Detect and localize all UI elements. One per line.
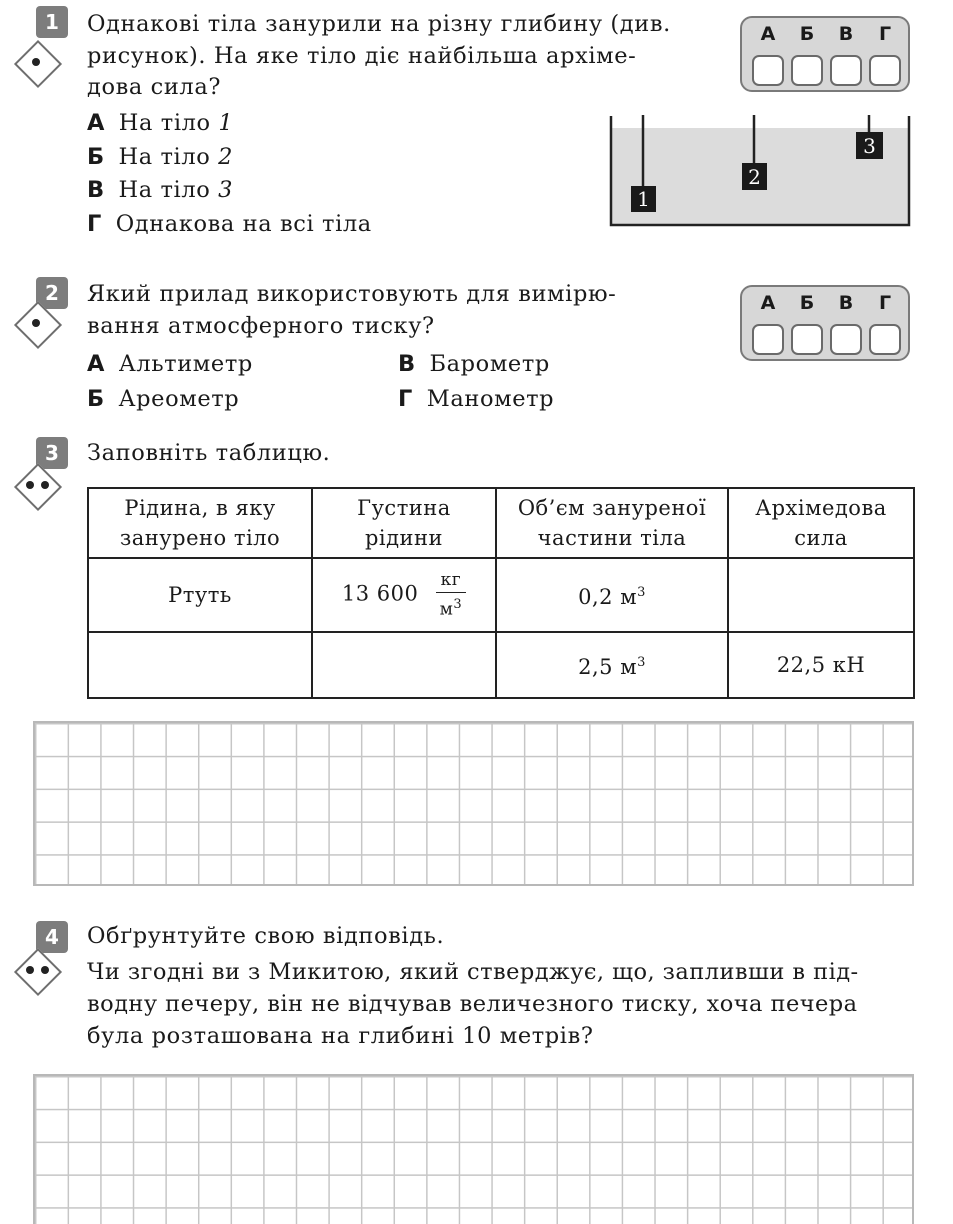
answer-grid-q4[interactable] [33, 1074, 914, 1224]
question-4-line-2: водну печеру, він не відчував величезного тиску, хоча печера [87, 991, 858, 1017]
data-table [87, 487, 915, 699]
option-text: Манометр [426, 386, 555, 412]
density-value: 13 600 [341, 581, 419, 606]
difficulty-dot-icon [32, 58, 40, 66]
answer-box-q2 [740, 285, 910, 361]
cell-force: 22,5 кН [728, 632, 914, 698]
difficulty-diamond-icon [14, 463, 62, 511]
density-unit [436, 568, 467, 622]
question-4-title: Обґрунтуйте свою відповідь. [87, 923, 445, 949]
difficulty-dot-icon [41, 481, 49, 489]
header-density: Густина рідини [312, 488, 496, 558]
header-volume: Об’єм зануреної частини тіла [496, 488, 728, 558]
answer-box-q1 [740, 16, 910, 92]
option-v[interactable] [87, 175, 233, 206]
option-letter: В [398, 351, 416, 377]
difficulty-diamond-icon [14, 948, 62, 996]
difficulty-dot-icon [32, 319, 40, 327]
option-a[interactable] [87, 108, 233, 139]
question-2-line-1: Який прилад використовують для вимірю- [87, 281, 617, 307]
answer-cell-a[interactable] [752, 324, 784, 355]
answer-label: А [760, 23, 776, 45]
answer-cell-g[interactable] [869, 55, 901, 86]
svg-text:3: 3 [863, 134, 876, 158]
cell-force-empty[interactable] [728, 558, 914, 632]
cell-liquid-empty[interactable] [88, 632, 312, 698]
option-letter: А [87, 351, 106, 377]
svg-text:2: 2 [748, 165, 761, 189]
unit-numerator: кг [436, 568, 467, 593]
body-1 [631, 186, 656, 212]
question-number-3: 3 [36, 437, 68, 469]
question-number-2: 2 [36, 277, 68, 309]
option-letter: В [87, 177, 105, 203]
difficulty-dot-icon [26, 966, 34, 974]
body-3 [856, 132, 883, 159]
option-letter: Г [398, 386, 413, 412]
cell-liquid: Ртуть [88, 558, 312, 632]
cell-density-empty[interactable] [312, 632, 496, 698]
option-letter: Б [87, 386, 105, 412]
answer-label: А [760, 292, 776, 314]
question-3-text: Заповніть таблицю. [87, 440, 331, 466]
option-g[interactable] [87, 209, 372, 240]
answer-label: Б [799, 292, 815, 314]
answer-label: В [838, 23, 854, 45]
question-4-line-3: була розташована на глибині 10 метрів? [87, 1023, 594, 1049]
cell-density [312, 558, 496, 632]
answer-cell-g[interactable] [869, 324, 901, 355]
unit-denominator: $м^3$ [439, 597, 463, 620]
answer-label: Г [878, 23, 892, 45]
option-text: Альтиметр [118, 351, 253, 377]
svg-text:1: 1 [637, 187, 650, 211]
answer-cell-b[interactable] [791, 55, 823, 86]
answer-cell-v[interactable] [830, 324, 862, 355]
answer-cell-b[interactable] [791, 324, 823, 355]
option-letter: Б [87, 144, 105, 170]
question-2-line-2: вання атмосферного тиску? [87, 313, 435, 339]
option-text: На тіло [118, 144, 219, 170]
body-2 [742, 163, 767, 190]
option-text: Однакова на всі тіла [115, 211, 372, 237]
answer-label: В [838, 292, 854, 314]
question-1-line-3: дова сила? [87, 74, 222, 100]
vessel-figure [608, 112, 914, 230]
option-letter: А [87, 110, 106, 136]
question-number-4: 4 [36, 921, 68, 953]
answer-label: Б [799, 23, 815, 45]
option-text: На тіло [118, 177, 219, 203]
question-4-line-1: Чи згодні ви з Микитою, який стверджує, що, запливши в під- [87, 959, 859, 985]
option-b[interactable] [87, 142, 233, 173]
answer-cell-a[interactable] [752, 55, 784, 86]
table-row [88, 558, 914, 632]
answer-cell-v[interactable] [830, 55, 862, 86]
header-force: Архімедова сила [728, 488, 914, 558]
option-letter: Г [87, 211, 102, 237]
option-v[interactable] [398, 349, 550, 380]
cell-volume: 0,2 $м^3$ [496, 558, 728, 632]
question-1-line-2: рисунок). На яке тіло діє найбільша архіме- [87, 43, 637, 69]
option-text: Ареометр [118, 386, 240, 412]
question-1-line-1: Однакові тіла занурили на різну глибину (див. [87, 11, 671, 37]
option-number: 3 [218, 177, 234, 203]
difficulty-dot-icon [26, 481, 34, 489]
header-liquid: Рідина, в яку занурено тіло [88, 488, 312, 558]
option-g[interactable] [398, 384, 554, 415]
cell-volume: 2,5 $м^3$ [496, 632, 728, 698]
table-header-row [88, 488, 914, 558]
option-number: 1 [218, 110, 234, 136]
option-a[interactable] [87, 349, 253, 380]
table-row [88, 632, 914, 698]
difficulty-dot-icon [41, 966, 49, 974]
question-number-1: 1 [36, 6, 68, 38]
answer-label: Г [878, 292, 892, 314]
option-text: На тіло [118, 110, 219, 136]
option-b[interactable] [87, 384, 239, 415]
option-number: 2 [218, 144, 234, 170]
option-text: Барометр [429, 351, 550, 377]
answer-grid-q3[interactable] [33, 721, 914, 886]
